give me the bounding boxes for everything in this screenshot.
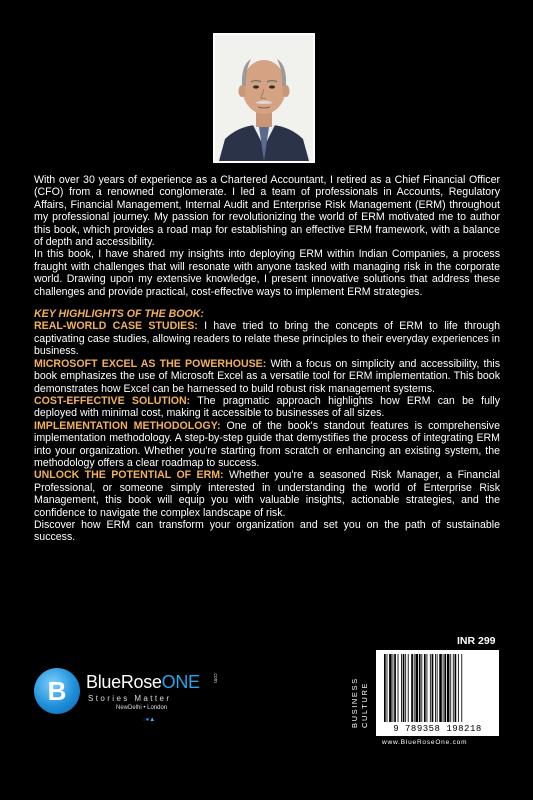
highlight-item xyxy=(34,320,500,357)
highlight-item xyxy=(34,420,500,470)
twitter-icon: ▲ xyxy=(149,717,156,723)
highlight-text: I have tried to bring the concepts of ERM to life through captivating case studies, allowing readers to relate these principles to their everyday experiences in business. xyxy=(34,320,500,358)
highlights-title: KEY HIGHLIGHTS OF THE BOOK: xyxy=(34,308,204,321)
publisher-cities: NewDelhi • London xyxy=(116,705,168,711)
publisher-name xyxy=(86,672,200,693)
highlight-text: With a focus on simplicity and accessibility, this book emphasizes the use of Microsoft Excel as a versatile tool for ERM implementation. This book demonstrates how Excel can be harnessed to build robust risk management systems. xyxy=(34,357,500,395)
instagram-icon: ◌ xyxy=(142,717,146,723)
social-icons xyxy=(142,717,155,723)
publisher-tagline: Stories Matter xyxy=(88,694,172,703)
highlight-item xyxy=(34,469,500,519)
highlight-item xyxy=(34,358,500,395)
highlight-heading: IMPLEMENTATION METHODOLOGY: xyxy=(34,419,221,432)
isbn-barcode xyxy=(376,650,499,736)
publisher-name-one: ONE xyxy=(161,672,200,692)
highlight-text: Whether you're a seasoned Risk Manager, a Financial Professional, or someone simply interested in understanding the world of Enterprise Risk Management, this book will equip you with valuable insights, actionable strategies, and the confidence to navigate the complex landscape of risk. xyxy=(34,469,500,519)
category-line-1: BUSINESS xyxy=(350,677,359,728)
category-label xyxy=(350,660,372,740)
publisher-domain: .com xyxy=(212,672,218,683)
price-label: INR 299 xyxy=(457,635,496,647)
author-photo xyxy=(213,33,315,163)
highlight-heading: MICROSOFT EXCEL AS THE POWERHOUSE: xyxy=(34,357,267,370)
closing-paragraph: Discover how ERM can transform your organization and set you on the path of sustainable success. xyxy=(34,518,500,544)
facebook-icon: ● xyxy=(145,717,150,723)
publisher-website: www.BlueRoseOne.com xyxy=(382,739,468,746)
highlight-heading: COST-EFFECTIVE SOLUTION: xyxy=(34,394,191,407)
isbn-number: 9 789358 198218 xyxy=(393,724,482,734)
publisher-name-main: BlueRose xyxy=(86,672,162,692)
highlight-text: One of the book's standout features is comprehensive implementation methodology. A step-by-step guide that demystifies the process of integrating ERM into your organization. Whether you're starting from scratch or enhancing an existing system, the methodology offers a clear roadmap to success. xyxy=(34,419,500,469)
barcode-bars xyxy=(384,654,491,722)
logo-letter: B xyxy=(47,676,67,706)
highlight-heading: UNLOCK THE POTENTIAL OF ERM: xyxy=(34,469,224,482)
intro-paragraph-1: With over 30 years of experience as a Chartered Accountant, I retired as a Chief Financial Officer (CFO) from a renowned conglomerate. I led a team of professionals in Accounts, Regulatory Affairs, Financial Management, Internal Audit and Enterprise Risk Management (ERM) throughout my professional journey. My passion for revolutionizing the world of ERM motivated me to author this book, which provides a road map for establishing an effective ERM framework, with a balance of depth and accessibility. xyxy=(34,174,500,249)
highlight-item xyxy=(34,395,500,420)
publisher-logo-block xyxy=(34,668,234,728)
intro-paragraph-2: In this book, I have shared my insights into deploying ERM within Indian Companies, a process fraught with challenges that will resonate with anyone tasked with managing risk in the corporate world. Drawing upon my extensive knowledge, I present innovative solutions that address these challenges and provide practical, cost-effective ways to implement ERM strategies. xyxy=(34,248,500,298)
highlight-heading: REAL-WORLD CASE STUDIES: xyxy=(34,320,198,333)
back-cover-text xyxy=(34,174,500,544)
highlight-text: The pragmatic approach highlights how ERM can be fully deployed with minimal cost, making it accessible to businesses of all sizes. xyxy=(34,394,500,420)
category-line-2: CULTURE xyxy=(360,681,369,728)
author-portrait-image xyxy=(215,35,313,161)
